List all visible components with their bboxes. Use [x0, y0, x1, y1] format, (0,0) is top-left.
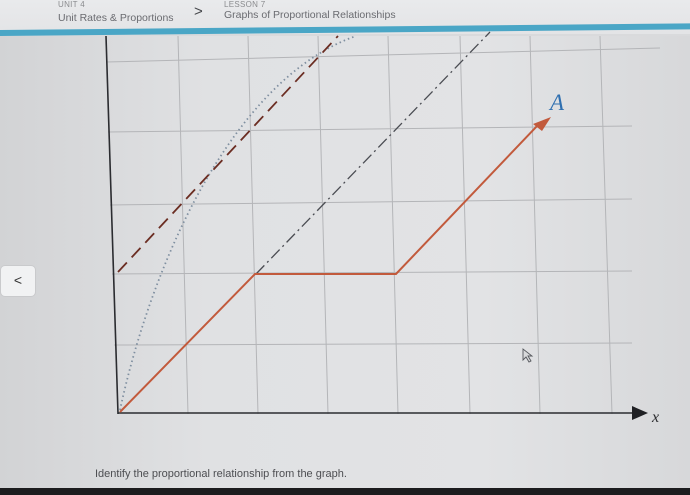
breadcrumb-lesson-title[interactable]: Graphs of Proportional Relationships	[224, 9, 396, 21]
dashed-line	[118, 36, 338, 272]
x-axis-arrow-icon	[632, 406, 648, 420]
bottom-edge	[0, 488, 690, 495]
dotted-curve	[120, 36, 356, 410]
x-axis-label: x	[652, 409, 660, 426]
line-a-arrow-icon	[533, 117, 551, 131]
dash-dot-line	[256, 32, 490, 274]
previous-button[interactable]	[1, 266, 35, 296]
chevron-left-icon: <	[13, 272, 23, 288]
breadcrumb-chevron-icon: >	[194, 3, 203, 20]
line-a-label: A	[550, 90, 565, 115]
unit-label: UNIT 4	[58, 0, 85, 9]
lesson-label: LESSON 7	[224, 0, 266, 9]
line-a	[120, 125, 538, 412]
mouse-cursor-icon	[523, 349, 532, 362]
y-axis	[106, 36, 118, 414]
question-prompt: Identify the proportional relationship from the graph.	[95, 468, 347, 480]
breadcrumb-unit-title[interactable]: Unit Rates & Proportions	[58, 12, 174, 24]
grid-lines	[106, 36, 660, 414]
